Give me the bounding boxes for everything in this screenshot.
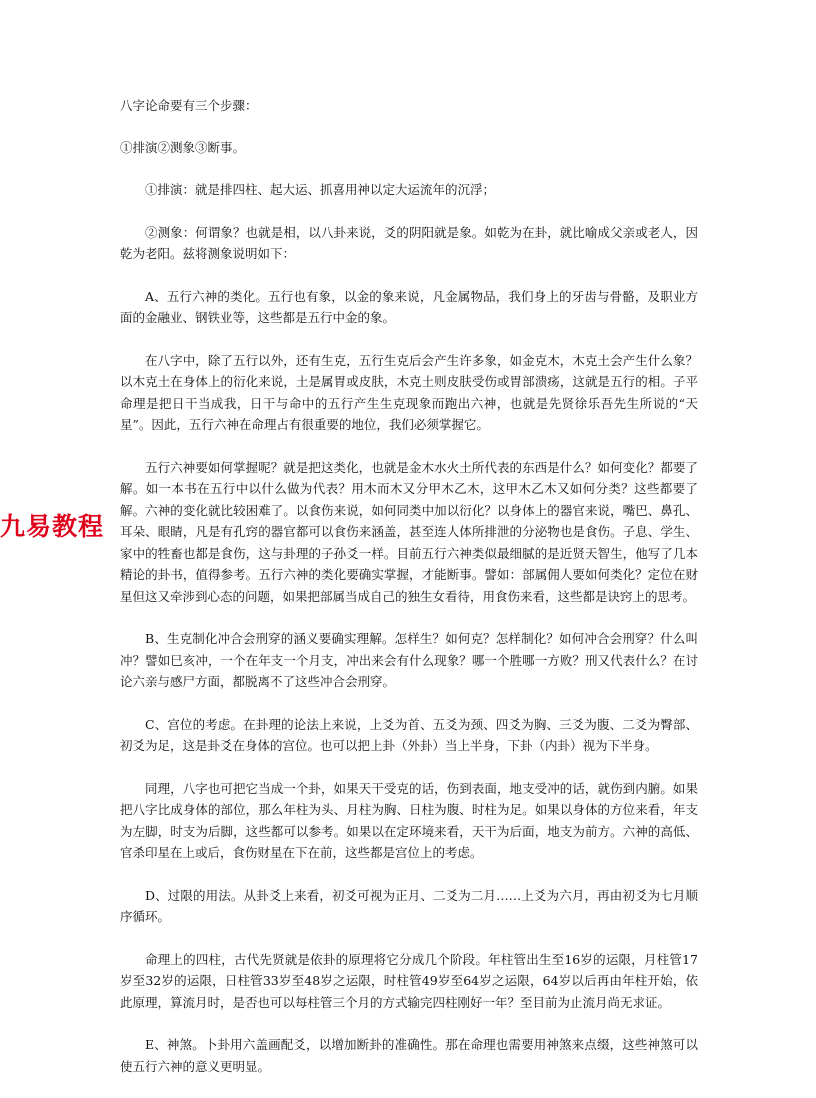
paragraph-section-a: A、五行六神的类化。五行也有象，以金的象来说，凡金属物品，我们身上的牙齿与骨骼，及职业方面的金融业、钢铁业等，这些都是五行中金的象。 (120, 288, 698, 325)
paragraph-paiyan: ①排演：就是排四柱、起大运、抓喜用神以定大运流年的沉浮； (145, 182, 496, 197)
paragraph-cexiang: ②测象：何谓象？也就是相，以八卦来说，爻的阴阳就是象。如乾为在卦，就比喻成父亲或老人，因乾为老阳。兹将测象说明如下： (120, 224, 698, 261)
paragraph-section-d: D、过限的用法。从卦爻上来看，初爻可视为正月、二爻为二月……上爻为六月，再由初爻为七月顺序循环。 (120, 887, 698, 924)
paragraph-section-c: C、宫位的考虑。在卦理的论法上来说，上爻为首、五爻为颈、四爻为胸、三爻为腹、二爻为臀部、初爻为足，这是卦爻在身体的宫位。也可以把上卦（外卦）当上半身，下卦（内卦）视为下半身。 (120, 716, 698, 753)
intro-line: 八字论命要有三个步骤： (120, 98, 258, 113)
paragraph-tongli: 同理，八字也可把它当成一个卦，如果天干受克的话，伤到表面，地支受冲的话，就伤到内腑。如果把八字比成身体的部位，那么年柱为头、月柱为胸、日柱为腹、时柱为足。如果以身体的方位来看，年支为左脚，时支为后脚，这些都可以参考。如果以在定环境来看，天干为后面，地支为前方。六神的高低、官杀印星在上或后，食伤财星在下在前，这些都是宫位上的考虑。 (120, 780, 698, 860)
document-body (120, 95, 698, 1098)
paragraph-section-e: E、神煞。卜卦用六盖画配爻，以增加断卦的准确性。那在命理也需要用神煞来点缀，这些神煞可以使五行六神的意义更明显。 (120, 1037, 698, 1074)
paragraph-liushen-zhangwo: 五行六神要如何掌握呢？就是把这类化，也就是金木水火土所代表的东西是什么？如何变化？都要了解。如一本书在五行中以什么做为代表？用木而木又分甲木乙木，这甲木乙木又如何分类？这些都要了解。六神的变化就比较困难了。以食伤来说，如何同类中加以衍化？以身体上的器官来说，嘴巴、鼻孔、耳朵、眼睛，凡是有孔窍的器官都可以食伤来涵盖，甚至连人体所排泄的分泌物也是食伤。子息、学生、家中的牲畜也都是食伤，这与卦理的子孙爻一样。目前五行六神类似最细腻的是近贤天智生，他写了几本精论的卦书，值得参考。五行六神的类化要确实掌握，才能断事。譬如：部属佣人要如何类化？定位在财星但这又牵涉到心态的问题，如果把部属当成自己的独生女看待，用食伤来看，这些都是诀窍上的思考。 (120, 459, 698, 604)
watermark-label: 九易教程 (0, 512, 105, 541)
paragraph-sizhu: 命理上的四柱，古代先贤就是依卦的原理将它分成几个阶段。年柱管出生至16岁的运限，月柱管17岁至32岁的运限，日柱管33岁至48岁之运限，时柱管49岁至64岁之运限，64岁以后再由年柱开始，依此原理，算流月时，是否也可以每柱管三个月的方式输完四柱刚好一年？至目前为止流月尚无求证。 (120, 951, 698, 1010)
steps-line: ①排演②测象③断事。 (120, 139, 246, 155)
paragraph-section-b: B、生克制化冲合会刑穿的涵义要确实理解。怎样生？如何克？怎样制化？如何冲合会刑穿？什么叫冲？譬如巳亥冲，一个在年支一个月支，冲出来会有什么现象？哪一个胜哪一方败？刑又代表什么？在讨论六亲与感尸方面，都脱离不了这些冲合会刑穿。 (120, 631, 698, 689)
paragraph-wuxing-shengke: 在八字中，除了五行以外，还有生克，五行生克后会产生许多象，如金克木，木克土会产生什么象？以木克土在身体上的衍化来说，土是属胃或皮肤，木克土则皮肤受伤或胃部溃疡，这就是五行的相。子平命理是把日干当成我，日干与命中的五行产生生克现象而跑出六神，也就是先贤徐乐吾先生所说的“天星”。因此，五行六神在命理占有很重要的地位，我们必须掌握它。 (120, 352, 698, 432)
